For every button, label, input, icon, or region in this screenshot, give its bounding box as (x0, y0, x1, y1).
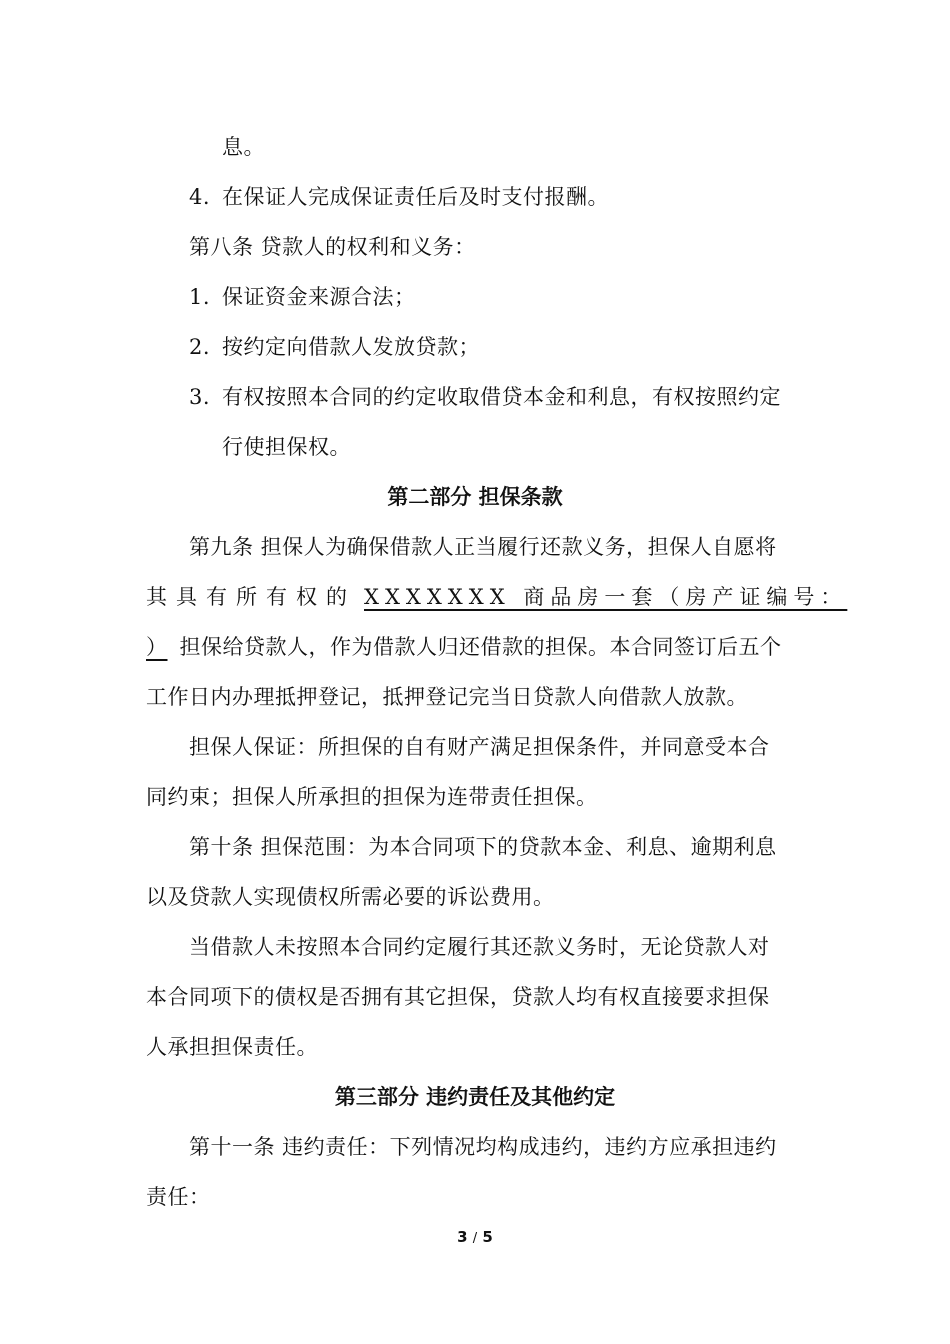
text-segment: 其具有所有权的 (146, 585, 356, 609)
paragraph-line: 行使担保权。 (222, 435, 351, 459)
section-heading: 第二部分 担保条款 (387, 485, 563, 509)
paragraph-line: 第十一条 违约责任：下列情况均构成违约，违约方应承担违约 (189, 1135, 777, 1159)
paragraph-line: 同约束；担保人所承担的担保为连带责任担保。 (146, 785, 598, 809)
page-separator: / (472, 1231, 478, 1246)
list-item (189, 332, 480, 362)
page-current: 3 (457, 1228, 468, 1246)
list-number: 2. (189, 335, 211, 359)
page-number (0, 1227, 950, 1249)
list-item (189, 282, 416, 312)
paragraph-line: 以及贷款人实现债权所需必要的诉讼费用。 (146, 885, 555, 909)
list-number: 3. (189, 385, 211, 409)
paragraph-line: 担保人保证：所担保的自有财产满足担保条件，并同意受本合 (189, 735, 770, 759)
list-item (189, 382, 781, 412)
paragraph-line: 息。 (222, 135, 265, 159)
paragraph-line (146, 632, 782, 662)
list-text: 保证资金来源合法； (222, 285, 416, 309)
paragraph-line: 第九条 担保人为确保借款人正当履行还款义务，担保人自愿将 (189, 535, 777, 559)
section-heading: 第三部分 违约责任及其他约定 (334, 1085, 616, 1109)
paragraph-line: 责任： (146, 1185, 211, 1209)
list-item (189, 182, 609, 212)
paragraph-line: 人承担担保责任。 (146, 1035, 318, 1059)
paragraph-line: 本合同项下的债权是否拥有其它担保，贷款人均有权直接要求担保 (146, 985, 770, 1009)
paragraph-line: 当借款人未按照本合同约定履行其还款义务时，无论贷款人对 (189, 935, 770, 959)
page-total: 5 (482, 1228, 493, 1246)
paragraph-line (146, 582, 847, 612)
underlined-field: ） (146, 635, 168, 659)
list-text: 有权按照本合同的约定收取借贷本金和利息，有权按照约定 (222, 385, 781, 409)
underlined-field: XXXXXXX 商品房一套（房产证编号： (364, 585, 848, 609)
list-number: 1. (189, 285, 211, 309)
text-segment: 担保给贷款人，作为借款人归还借款的担保。本合同签订后五个 (179, 635, 782, 659)
article-heading: 第八条 贷款人的权利和义务： (189, 235, 476, 259)
list-number: 4. (189, 185, 211, 209)
paragraph-line: 第十条 担保范围：为本合同项下的贷款本金、利息、逾期利息 (189, 835, 777, 859)
list-text: 按约定向借款人发放贷款； (222, 335, 480, 359)
paragraph-line: 工作日内办理抵押登记，抵押登记完当日贷款人向借款人放款。 (146, 685, 748, 709)
list-text: 在保证人完成保证责任后及时支付报酬。 (222, 185, 609, 209)
